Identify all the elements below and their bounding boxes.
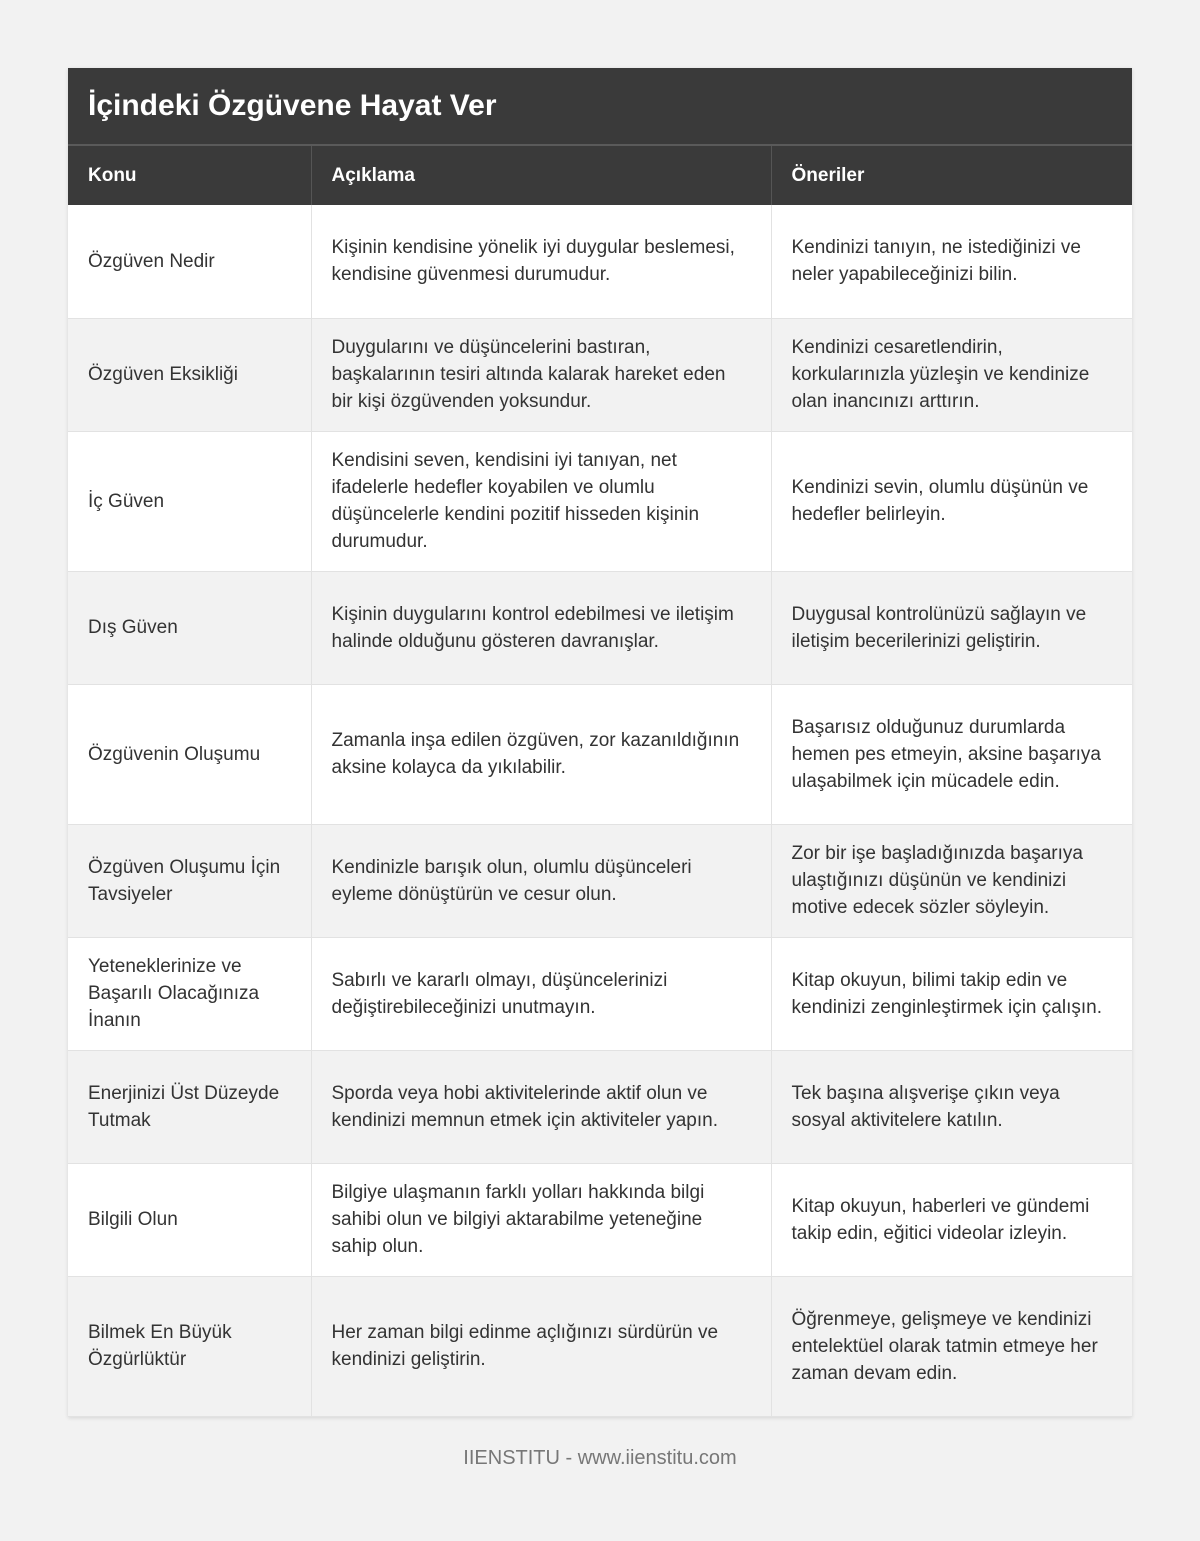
- cell-konu: Bilmek En Büyük Özgürlüktür: [68, 1276, 311, 1416]
- table-row: [68, 1050, 1132, 1163]
- cell-aciklama: Bilgiye ulaşmanın farklı yolları hakkında bilgi sahibi olun ve bilgiyi aktarabilme yeteneğine sahip olun.: [311, 1163, 771, 1276]
- topics-table: [68, 144, 1132, 1417]
- cell-oneriler: Zor bir işe başladığınızda başarıya ulaştığınızı düşünün ve kendinizi motive edecek sözler söyleyin.: [771, 824, 1132, 937]
- cell-aciklama: Sabırlı ve kararlı olmayı, düşüncelerinizi değiştirebileceğinizi unutmayın.: [311, 937, 771, 1050]
- cell-konu: Özgüven Oluşumu İçin Tavsiyeler: [68, 824, 311, 937]
- table-row: [68, 318, 1132, 431]
- column-header-oneriler: Öneriler: [771, 145, 1132, 205]
- table-row: [68, 684, 1132, 824]
- cell-oneriler: Kendinizi tanıyın, ne istediğinizi ve neler yapabileceğinizi bilin.: [771, 205, 1132, 318]
- cell-oneriler: Öğrenmeye, gelişmeye ve kendinizi entelektüel olarak tatmin etmeye her zaman devam edin.: [771, 1276, 1132, 1416]
- table-row: [68, 1163, 1132, 1276]
- column-header-aciklama: Açıklama: [311, 145, 771, 205]
- table-row: [68, 571, 1132, 684]
- cell-aciklama: Kişinin kendisine yönelik iyi duygular beslemesi, kendisine güvenmesi durumudur.: [311, 205, 771, 318]
- cell-oneriler: Kendinizi sevin, olumlu düşünün ve hedefler belirleyin.: [771, 431, 1132, 571]
- cell-konu: Bilgili Olun: [68, 1163, 311, 1276]
- cell-aciklama: Kendinizle barışık olun, olumlu düşünceleri eyleme dönüştürün ve cesur olun.: [311, 824, 771, 937]
- cell-konu: İç Güven: [68, 431, 311, 571]
- cell-oneriler: Kitap okuyun, haberleri ve gündemi takip edin, eğitici videolar izleyin.: [771, 1163, 1132, 1276]
- page-title: İçindeki Özgüvene Hayat Ver: [68, 68, 1132, 144]
- table-row: [68, 1276, 1132, 1416]
- cell-konu: Özgüvenin Oluşumu: [68, 684, 311, 824]
- cell-konu: Dış Güven: [68, 571, 311, 684]
- cell-konu: Özgüven Nedir: [68, 205, 311, 318]
- footer-credit: IIENSTITU - www.iienstitu.com: [463, 1447, 737, 1469]
- cell-oneriler: Duygusal kontrolünüzü sağlayın ve iletişim becerilerinizi geliştirin.: [771, 571, 1132, 684]
- table-row: [68, 431, 1132, 571]
- cell-aciklama: Kişinin duygularını kontrol edebilmesi ve iletişim halinde olduğunu gösteren davranışlar.: [311, 571, 771, 684]
- table-row: [68, 824, 1132, 937]
- cell-aciklama: Duygularını ve düşüncelerini bastıran, başkalarının tesiri altında kalarak hareket eden bir kişi özgüvenden yoksundur.: [311, 318, 771, 431]
- cell-konu: Yeteneklerinize ve Başarılı Olacağınıza İnanın: [68, 937, 311, 1050]
- table-body: [68, 205, 1132, 1416]
- content-card: [68, 68, 1132, 1417]
- cell-aciklama: Kendisini seven, kendisini iyi tanıyan, net ifadelerle hedefler koyabilen ve olumlu düşüncelerle kendini pozitif hisseden kişinin durumudur.: [311, 431, 771, 571]
- cell-aciklama: Zamanla inşa edilen özgüven, zor kazanıldığının aksine kolayca da yıkılabilir.: [311, 684, 771, 824]
- cell-aciklama: Sporda veya hobi aktivitelerinde aktif olun ve kendinizi memnun etmek için aktiviteler yapın.: [311, 1050, 771, 1163]
- table-header-row: [68, 145, 1132, 205]
- cell-oneriler: Kitap okuyun, bilimi takip edin ve kendinizi zenginleştirmek için çalışın.: [771, 937, 1132, 1050]
- cell-konu: Özgüven Eksikliği: [68, 318, 311, 431]
- column-header-konu: Konu: [68, 145, 311, 205]
- table-row: [68, 937, 1132, 1050]
- cell-oneriler: Başarısız olduğunuz durumlarda hemen pes etmeyin, aksine başarıya ulaşabilmek için mücadele edin.: [771, 684, 1132, 824]
- cell-oneriler: Kendinizi cesaretlendirin, korkularınızla yüzleşin ve kendinize olan inancınızı arttırın.: [771, 318, 1132, 431]
- table-row: [68, 205, 1132, 318]
- cell-aciklama: Her zaman bilgi edinme açlığınızı sürdürün ve kendinizi geliştirin.: [311, 1276, 771, 1416]
- cell-konu: Enerjinizi Üst Düzeyde Tutmak: [68, 1050, 311, 1163]
- cell-oneriler: Tek başına alışverişe çıkın veya sosyal aktivitelere katılın.: [771, 1050, 1132, 1163]
